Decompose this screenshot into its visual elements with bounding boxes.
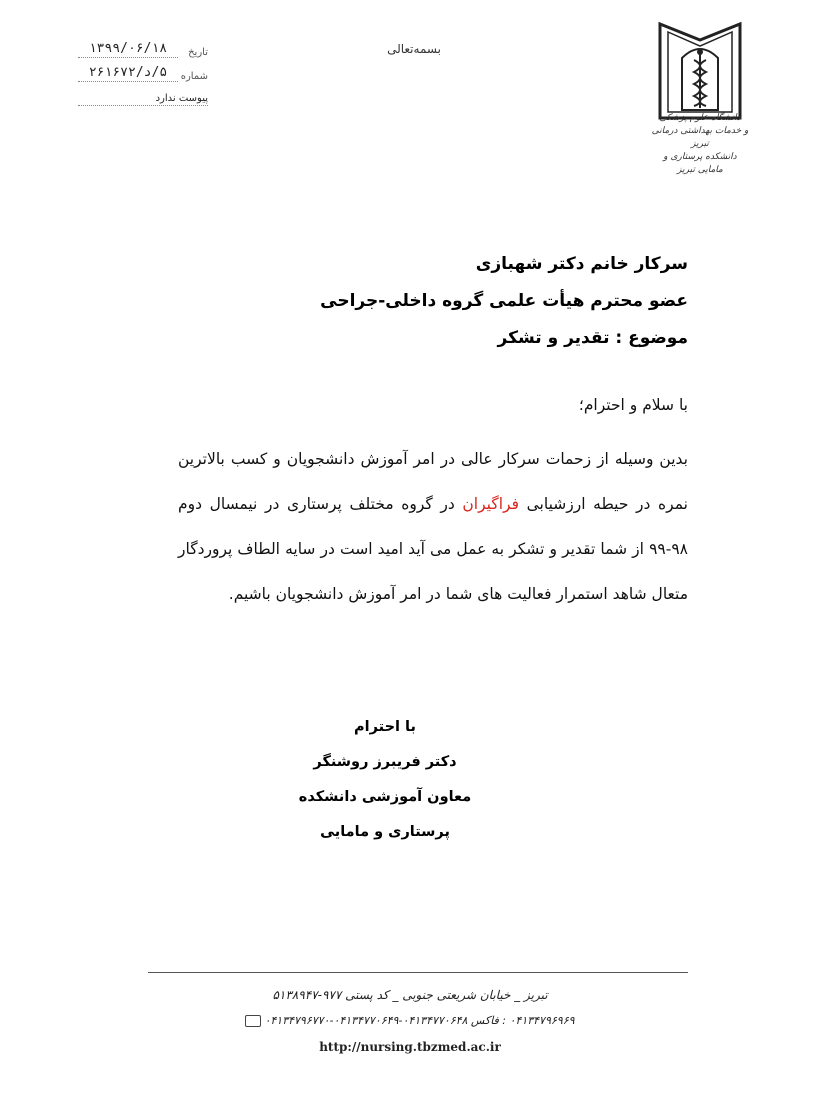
logo-caption: [650, 112, 750, 177]
body-text-after: در گروه مختلف پرستاری در نیمسال دوم ۹۸-۹۹ از شما تقدیر و تشکر به عمل می آید امید است در سایه الطاف پروردگار متعال شاهد استمرار فعالیت های شما در امر آموزش دانشجویان باشیم.: [178, 495, 688, 603]
addressee-block: [168, 246, 688, 357]
footer-address: تبریز _ خیابان شریعتی جنوبی _ کد پستی ۹۷۷-۵۱۳۸۹۴۷: [272, 988, 548, 1002]
basmala: بسمه‌تعالی: [387, 42, 441, 56]
letter-meta: [78, 34, 208, 106]
date-row: [78, 34, 208, 58]
attachment-text: پیوست ندارد: [78, 93, 208, 106]
signatory-name: دکتر فریبرز روشنگر: [313, 754, 457, 770]
attachment-row: [78, 82, 208, 106]
signature-closing: با احترام: [354, 719, 416, 735]
greeting: با سلام و احترام؛: [578, 396, 688, 414]
footer-phones: [150, 1008, 670, 1034]
number-label: شماره: [180, 71, 208, 82]
date-label: تاریخ: [188, 47, 208, 58]
signature-block: [250, 710, 520, 850]
signatory-title: معاون آموزشی دانشکده: [298, 789, 472, 805]
body-highlight: فراگیران: [462, 495, 519, 513]
number-row: [78, 58, 208, 82]
logo-caption-line3: دانشکده پرستاری و مامایی تبریز: [663, 152, 737, 175]
logo-caption-line1: دانشگاه علوم پزشکی: [659, 113, 741, 123]
logo-caption-line2: و خدمات بهداشتی درمانی تبریز: [651, 126, 749, 149]
letter-subject: موضوع : تقدیر و تشکر: [497, 328, 688, 348]
addressee-name: سرکار خانم دکتر شهبازی: [475, 254, 688, 274]
date-value: ۱۳۹۹/۰۶/۱۸: [78, 41, 178, 58]
body-text-before: بدین وسیله از زحمات سرکار عالی در امر آموزش دانشجویان و کسب بالاترین نمره در حیطه ارزشیابی: [178, 450, 688, 513]
letter-footer: [150, 982, 670, 1060]
footer-divider: [148, 972, 688, 973]
number-value: ۵/د/۲۶۱۶۷۲: [78, 65, 178, 82]
addressee-position: عضو محترم هیأت علمی گروه داخلی-جراحی: [320, 291, 688, 311]
footer-url[interactable]: http://nursing.tbzmed.ac.ir: [319, 1040, 501, 1054]
signatory-department: پرستاری و مامایی: [320, 824, 450, 840]
phone-icon: [245, 1015, 261, 1027]
footer-phones-text: ۰۴۱۳۴۷۹۶۹۶۹ : فاکس ۰۴۱۳۴۷۷۰۶۴۸-۰۴۱۳۴۷۷۰۶۴۹-۰۴۱۳۴۷۹۶۷۷۰: [264, 1014, 575, 1027]
letter-body: [178, 437, 688, 617]
